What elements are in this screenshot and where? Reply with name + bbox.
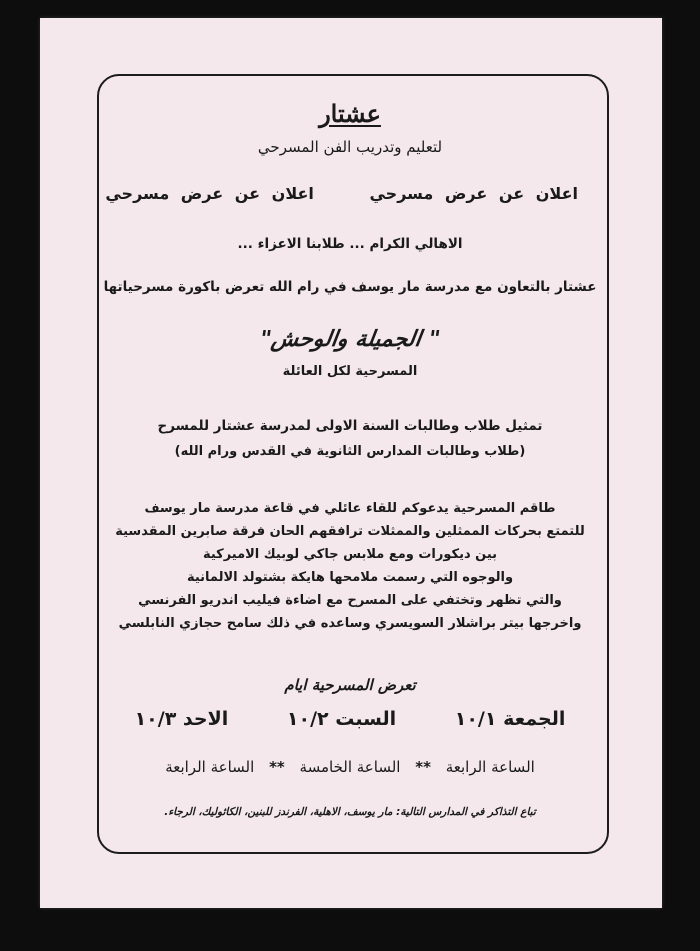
announcement-row	[100, 184, 600, 203]
credit-line-2: للتمتع بحركات الممثلين والممثلات ترافقهم الحان فرقة صابرين المقدسية	[115, 524, 585, 539]
time-friday: الساعة الرابعة	[445, 758, 535, 776]
credit-line-3: بين ديكورات ومع ملابس جاكي لوبيك الاميركية	[202, 547, 498, 562]
time-saturday: الساعة الخامسة	[299, 758, 401, 776]
schedule-times	[100, 758, 600, 776]
time-separator: **	[269, 758, 285, 776]
ticket-info: تباع التذاكر في المدارس التالية: مار يوسف، الاهلية، الفرندز للبنين، الكاثوليك، الرجاء.	[164, 806, 536, 818]
credit-line-6: واخرجها بيتر براشلار السويسري وساعده في ذلك سامح حجازي النابلسي	[118, 616, 582, 631]
greeting: الاهالي الكرام ... طلابنا الاعزاء ...	[237, 236, 463, 252]
logo-ishtar: عشتار	[319, 99, 381, 128]
cast-line-1: تمثيل طلاب وطالبات السنة الاولى لمدرسة عشتار للمسرح	[157, 418, 543, 434]
play-audience: المسرحية لكل العائلة	[282, 364, 418, 379]
cast-line-2: (طلاب وطالبات المدارس الثانوية في القدس ورام الله)	[174, 444, 526, 459]
day-friday: الجمعة ١٠/١	[454, 708, 566, 730]
play-title: " الجميلة والوحش"	[258, 326, 442, 352]
credit-line-5: والتي تظهر وتختفي على المسرح مع اضاءة فيليب اندريو الفرنسي	[138, 593, 562, 608]
credit-line-4: والوجوه التي رسمت ملامحها هايكة بشتولد الالمانية	[186, 570, 514, 585]
day-saturday: السبت ١٠/٢	[286, 708, 397, 730]
schedule-heading: تعرض المسرحية ايام	[284, 676, 416, 694]
schedule-days	[100, 708, 600, 731]
intro-text: عشتار بالتعاون مع مدرسة مار يوسف في رام الله تعرض باكورة مسرحياتها	[103, 279, 597, 295]
time-separator: **	[415, 758, 431, 776]
credit-line-1: طاقم المسرحية يدعوكم للقاء عائلي في قاعة مدرسة مار يوسف	[144, 501, 556, 516]
flyer-paper	[40, 18, 662, 908]
day-sunday: الاحد ١٠/٣	[134, 708, 229, 730]
time-sunday: الساعة الرابعة	[165, 758, 255, 776]
announcement-1: اعلان عن عرض مسرحي	[369, 184, 578, 203]
subtitle: لتعليم وتدريب الفن المسرحي	[257, 138, 443, 156]
announcement-2: اعلان عن عرض مسرحي	[105, 184, 314, 203]
